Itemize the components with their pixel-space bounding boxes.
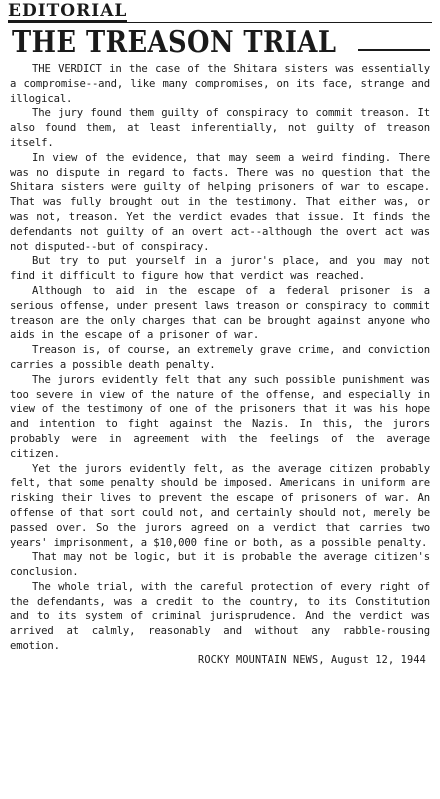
section-header (6, 2, 434, 24)
paragraph: Treason is, of course, an extremely grave crime, and conviction carries a possible death penalty. (10, 344, 430, 371)
paragraph: The whole trial, with the careful protection of every right of the defendants, was a credit to the country, to its Constitution and to its system of criminal jurisprudence. And the verdict was arrived at calmly, reasonably and without any rabble-rousing emotion. (10, 580, 430, 653)
paragraph: Although to aid in the escape of a federal prisoner is a serious offense, under present laws treason or conspiracy to commit treason are the only charges that can be brought against anyone who aids in the escape of a prisoner of war. (10, 284, 430, 342)
paragraph: But try to put yourself in a juror's place, and you may not find it difficult to figure how that verdict was reached. (10, 255, 430, 283)
headline: THE TREASON TRIAL (12, 25, 337, 60)
section-label: EDITORIAL (8, 1, 128, 21)
article-body (6, 62, 434, 654)
paragraph: That may not be logic, but it is probable the average citizen's conclusion. (10, 551, 430, 579)
paragraph: Yet the jurors evidently felt, as the average citizen probably felt, that some penalty should be imposed. Americans in uniform are risking their lives to prevent the escape of prisoners of war. An offense of that sort could not, and certainly should not, merely be passed over. So the jurors agreed on a verdict that carries two years' imprisonment, a $10,000 fine or both, as a possible penalty. (10, 462, 430, 549)
headline-row (6, 26, 434, 62)
paragraph: The jury found them guilty of conspiracy to commit treason. It also found them, at least inferentially, not guilty of treason itself. (10, 107, 430, 149)
paragraph: The jurors evidently felt that any such possible punishment was too severe in view of the nature of the offense, and especially in view of the testimony of one of the prisoners that it was his hope and intention to fight against the Nazis. In this, the jurors probably were in agreement with the feelings of the average citizen. (10, 373, 430, 460)
headline-rule (358, 49, 430, 51)
paragraph: In view of the evidence, that may seem a weird finding. There was no dispute in regard to facts. There was no question that the Shitara sisters were guilty of helping prisoners of war to escape. That was fully brought out in the testimony. That either was, or was not, treason. Yet the verdict evades that issue. It finds the defendants not guilty of an overt act--although the overt act was not disputed--but of conspiracy. (10, 151, 430, 253)
section-rule (8, 22, 432, 23)
source-credit: ROCKY MOUNTAIN NEWS, August 12, 1944 (197, 654, 426, 666)
paragraph: THE VERDICT in the case of the Shitara sisters was essentially a compromise--and, like many compromises, on its face, strange and illogical. (10, 63, 430, 105)
